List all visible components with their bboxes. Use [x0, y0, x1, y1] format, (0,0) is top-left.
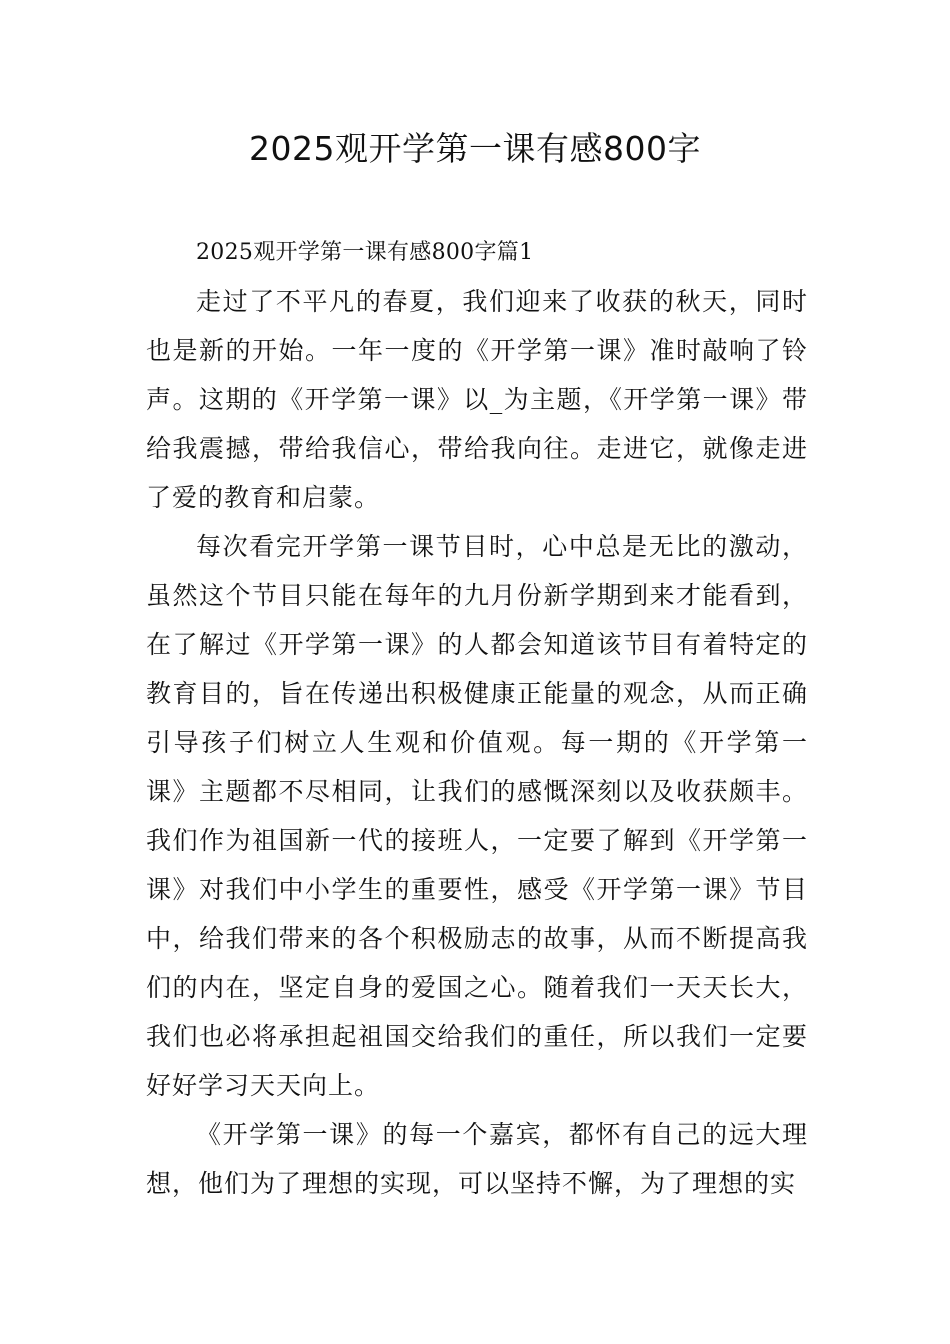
- section-heading: 2025观开学第一课有感800字篇1: [196, 240, 534, 265]
- document-title: 2025观开学第一课有感800字: [249, 129, 701, 168]
- paragraph-1: 走过了不平凡的春夏，我们迎来了收获的秋天，同时也是新的开始。一年一度的《开学第一课》准时敲响了铃声。这期的《开学第一课》以_为主题，《开学第一课》带给我震撼，带给我信心，带给我向往。走进它，就像走进了爱的教育和启蒙。: [146, 287, 808, 512]
- document-body: [146, 228, 808, 1208]
- paragraph-2: 每次看完开学第一课节目时，心中总是无比的激动，虽然这个节目只能在每年的九月份新学期到来才能看到，在了解过《开学第一课》的人都会知道该节目有着特定的教育目的，旨在传递出积极健康正能量的观念，从而正确引导孩子们树立人生观和价值观。每一期的《开学第一课》主题都不尽相同，让我们的感慨深刻以及收获颇丰。我们作为祖国新一代的接班人，一定要了解到《开学第一课》对我们中小学生的重要性，感受《开学第一课》节目中，给我们带来的各个积极励志的故事，从而不断提高我们的内在，坚定自身的爱国之心。随着我们一天天长大，我们也必将承担起祖国交给我们的重任，所以我们一定要好好学习天天向上。: [146, 532, 808, 1100]
- paragraph-3: 《开学第一课》的每一个嘉宾，都怀有自己的远大理想，他们为了理想的实现，可以坚持不懈，为了理想的实: [146, 1120, 808, 1198]
